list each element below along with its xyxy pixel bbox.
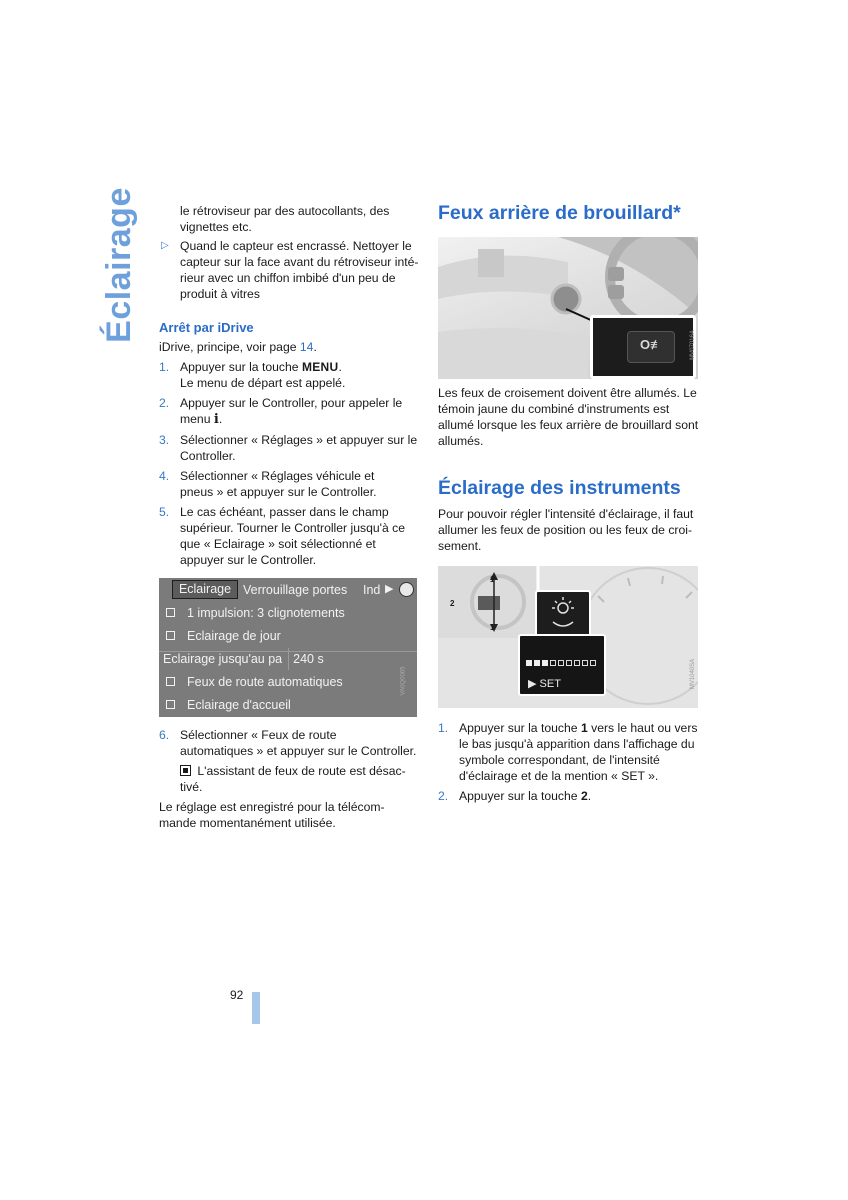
step-number: 2.: [159, 396, 170, 410]
step-number: 1.: [159, 360, 170, 374]
idrive-menu-item[interactable]: [163, 625, 413, 647]
image-code: VA0Q0065: [400, 666, 407, 696]
step-text: appuyer sur le Controller.: [180, 553, 317, 567]
instrument-brightness-icon: [537, 592, 589, 636]
step-text: vers le haut ou vers: [587, 721, 698, 735]
controller-knob-icon: [399, 582, 414, 597]
step-result-note: [180, 763, 421, 795]
subheading-idrive: Arrêt par iDrive: [159, 320, 254, 335]
text-line: allumer les feux de position ou les feux de croi-: [438, 523, 693, 537]
text-line: Pour pouvoir régler l'intensité d'éclairage, il faut: [438, 507, 694, 521]
set-display-callout: [518, 634, 606, 696]
brightness-level-block: [590, 660, 596, 666]
step-text: Appuyer sur la touche: [459, 789, 581, 803]
lever-label-1-lower: 1: [490, 623, 495, 632]
step-number: 1.: [438, 721, 449, 735]
step-text: Sélectionner « Réglages véhicule et: [180, 469, 375, 483]
chevron-right-icon: ▶: [385, 583, 394, 595]
page-reference: [159, 339, 421, 355]
chapter-side-title: [98, 187, 140, 343]
brightness-level-block: [566, 660, 572, 666]
button-number: 1: [580, 721, 588, 735]
checkbox-icon: [166, 677, 175, 686]
idrive-tab-eclairage[interactable]: Eclairage: [172, 580, 238, 599]
checkbox-icon: [166, 608, 175, 617]
text-line: Les feux de croisement doivent être allumés. Le: [438, 386, 697, 400]
step-item: [159, 432, 421, 464]
menu-item-label: Eclairage de jour: [187, 629, 281, 643]
image-code: MV07016A: [690, 330, 697, 360]
step-number: 4.: [159, 469, 170, 483]
steps-list: [159, 359, 421, 568]
idrive-screen-image: [159, 578, 417, 717]
closing-paragraph: [159, 799, 421, 831]
bullet-item: [159, 238, 421, 302]
step-text: .: [338, 360, 342, 374]
step-item: [159, 395, 421, 428]
idrive-tab-verrouillage[interactable]: Verrouillage portes: [243, 583, 348, 597]
text-line: le rétroviseur par des autocollants, des: [180, 204, 390, 218]
step-text: .: [218, 412, 223, 426]
chapter-title-text: Éclairage: [100, 187, 138, 343]
text-line: allumés.: [438, 434, 484, 448]
reference-end: .: [313, 340, 317, 354]
text-line: Quand le capteur est encrassé. Nettoyer le: [180, 239, 412, 253]
note-text: tivé.: [180, 780, 203, 794]
step-text: .: [587, 789, 592, 803]
checkbox-icon: [166, 631, 175, 640]
step-number: 3.: [159, 433, 170, 447]
checkbox-checked-icon: [180, 765, 191, 776]
instrument-lighting-photo: [438, 566, 698, 708]
left-column: [159, 203, 421, 831]
idrive-tab-ind[interactable]: Ind: [363, 583, 381, 597]
step-text: que « Eclairage » soit sélectionné et: [180, 537, 376, 551]
set-label: ▶ SET: [528, 678, 561, 690]
triangle-bullet-icon: ▷: [161, 240, 169, 251]
step-item: [159, 504, 421, 568]
brightness-level-block: [542, 660, 548, 666]
step-text: menu: [180, 412, 214, 426]
brightness-symbol-callout: [535, 590, 591, 638]
step-text: automatiques » et appuyer sur le Controller.: [180, 744, 417, 758]
step-text: symbole correspondant, de l'intensité: [459, 753, 660, 767]
idrive-tab-bar: [159, 578, 417, 600]
text-line: allumé lorsque les feux arrière de brouillard sont: [438, 418, 699, 432]
step-item: [159, 727, 421, 795]
brightness-level-block: [558, 660, 564, 666]
brightness-level-block: [582, 660, 588, 666]
step-text: supérieur. Tourner le Controller jusqu'à ce: [180, 521, 405, 535]
step-text: Le cas échéant, passer dans le champ: [180, 505, 389, 519]
menu-item-label: Eclairage d'accueil: [187, 698, 291, 712]
step-text: d'éclairage et de la mention « SET ».: [459, 769, 659, 783]
heading-instrument-lighting: Éclairage des instruments: [438, 477, 681, 499]
button-number: 2: [580, 789, 588, 803]
idrive-menu-item[interactable]: [163, 671, 413, 693]
text-line: Le réglage est enregistré pour la télécom-: [159, 800, 385, 814]
right-column: [438, 202, 700, 808]
info-icon: i: [213, 412, 219, 427]
brightness-level-block: [526, 660, 532, 666]
menu-key-label: MENU: [301, 360, 339, 374]
menu-item-label: Feux de route automatiques: [187, 675, 343, 689]
brightness-level-block: [574, 660, 580, 666]
menu-item-label: 1 impulsion: 3 clignotements: [187, 606, 345, 620]
lever-label-2: 2: [450, 599, 455, 608]
text-line: rieur avec un chiffon imbibé d'un peu de: [180, 271, 396, 285]
note-text: L'assistant de feux de route est désac-: [194, 764, 406, 778]
checkbox-icon: [166, 700, 175, 709]
page-link[interactable]: 14: [299, 340, 314, 354]
step-item: [159, 359, 421, 391]
brightness-level-block: [534, 660, 540, 666]
page-number: 92: [230, 988, 244, 1002]
rear-fog-button-callout: [590, 315, 696, 379]
instrument-steps-list: [438, 720, 700, 804]
rear-fog-button-photo: [438, 237, 698, 379]
text-line: capteur sur la face avant du rétroviseur inté-: [180, 255, 419, 269]
image-code: MV1040SA: [689, 658, 696, 690]
fog-paragraph: [438, 385, 700, 449]
step-number: 2.: [438, 789, 449, 803]
instrument-paragraph: [438, 506, 700, 554]
step-text: Appuyer sur la touche: [459, 721, 581, 735]
continuation-text: [159, 203, 421, 235]
step-text: Le menu de départ est appelé.: [180, 376, 346, 390]
rear-fog-light-icon: O≢: [640, 337, 664, 352]
step-item: [159, 468, 421, 500]
idrive-menu-item[interactable]: [163, 602, 413, 624]
step-text: Controller.: [180, 449, 236, 463]
text-line: produit à vitres: [180, 287, 260, 301]
menu-item-value: 240 s: [288, 648, 328, 670]
step-text: Appuyer sur le Controller, pour appeler le: [180, 396, 403, 410]
brightness-level-block: [550, 660, 556, 666]
step-number: 5.: [159, 505, 170, 519]
step-item: [438, 720, 700, 784]
text-line: témoin jaune du combiné d'instruments est: [438, 402, 670, 416]
idrive-menu-item[interactable]: [163, 694, 413, 716]
reference-text: iDrive, principe, voir page: [159, 340, 300, 354]
step-text: le bas jusqu'à apparition dans l'affichage du: [459, 737, 695, 751]
steps-list: [159, 727, 421, 795]
step-item: [438, 788, 700, 804]
idrive-menu-item[interactable]: [163, 648, 413, 670]
step-text: Appuyer sur la touche: [180, 360, 302, 374]
text-line: mande momentanément utilisée.: [159, 816, 336, 830]
text-line: sement.: [438, 539, 482, 553]
page-marker-bar: [252, 992, 260, 1024]
lever-label-1: 1: [490, 575, 495, 584]
heading-rear-fog-lights: Feux arrière de brouillard*: [438, 202, 681, 224]
text-line: vignettes etc.: [180, 220, 252, 234]
step-text: Sélectionner « Feux de route: [180, 728, 337, 742]
menu-item-label: Eclairage jusqu'au pa: [163, 652, 283, 666]
step-number: 6.: [159, 728, 170, 742]
step-text: pneus » et appuyer sur le Controller.: [180, 485, 377, 499]
step-text: Sélectionner « Réglages » et appuyer sur le: [180, 433, 418, 447]
